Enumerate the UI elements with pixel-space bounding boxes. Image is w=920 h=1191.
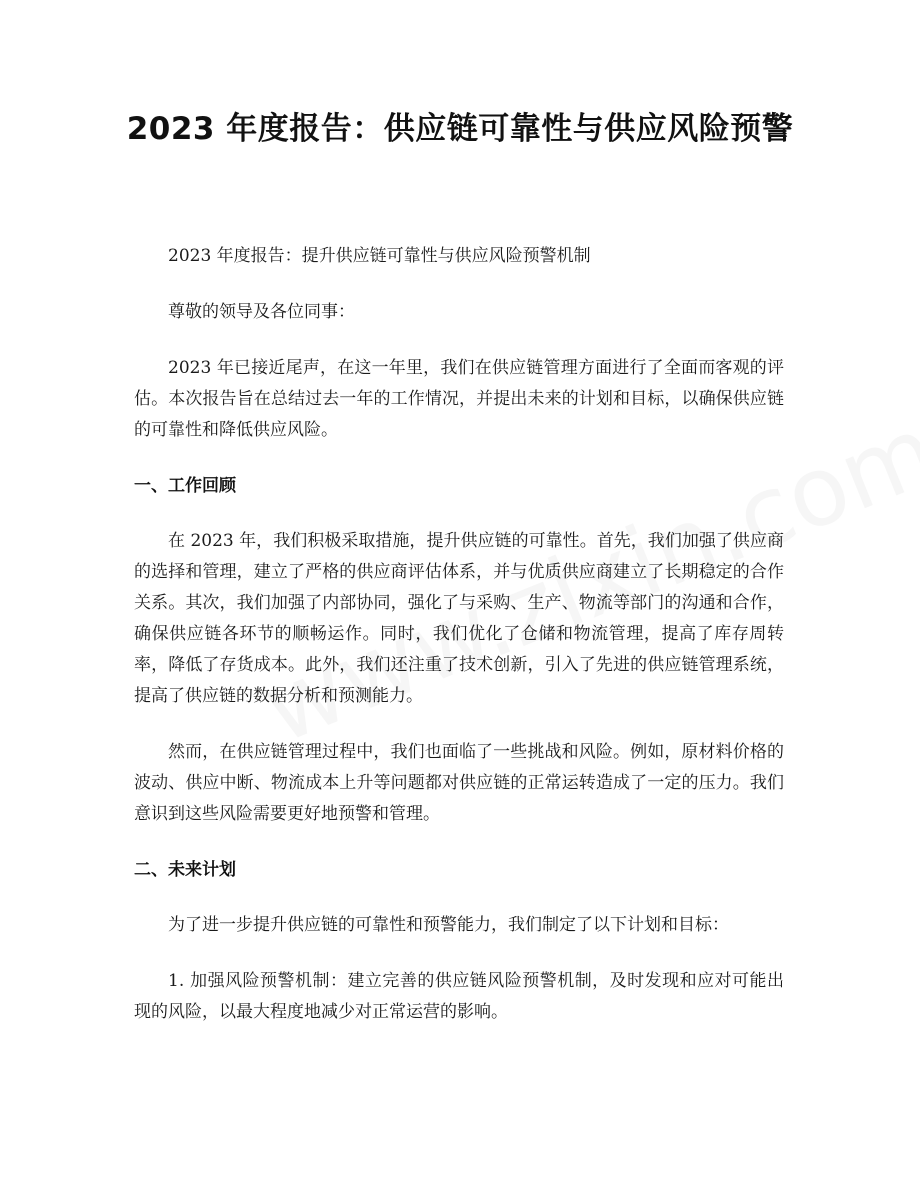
report-subtitle: 2023 年度报告：提升供应链可靠性与供应风险预警机制 xyxy=(168,246,591,266)
plan-paragraph-1: 为了进一步提升供应链的可靠性和预警能力，我们制定了以下计划和目标： xyxy=(168,915,729,935)
document-title: 2023 年度报告：供应链可靠性与供应风险预警 xyxy=(126,111,794,147)
section-heading-plan: 二、未来计划 xyxy=(134,860,236,880)
document-body xyxy=(134,241,784,1053)
review-paragraph-1: 在 2023 年，我们积极采取措施，提升供应链的可靠性。首先，我们加强了供应商的选择和管理，建立了严格的供应商评估体系，并与优质供应商建立了长期稳定的合作关系。其次，我们加强了内部协同，强化了与采购、生产、物流等部门的沟通和合作，确保供应链各环节的顺畅运作。同时，我们优化了仓储和物流管理，提高了库存周转率，降低了存货成本。此外，我们还注重了技术创新，引入了先进的供应链管理系统，提高了供应链的数据分析和预测能力。 xyxy=(134,531,784,706)
review-paragraph-2: 然而，在供应链管理过程中，我们也面临了一些挑战和风险。例如，原材料价格的波动、供应中断、物流成本上升等问题都对供应链的正常运转造成了一定的压力。我们意识到这些风险需要更好地预警和管理。 xyxy=(134,742,784,824)
section-heading-review: 一、工作回顾 xyxy=(134,476,236,496)
intro-paragraph: 2023 年已接近尾声，在这一年里，我们在供应链管理方面进行了全面而客观的评估。本次报告旨在总结过去一年的工作情况，并提出未来的计划和目标，以确保供应链的可靠性和降低供应风险。 xyxy=(134,358,784,440)
greeting: 尊敬的领导及各位同事： xyxy=(168,302,355,322)
plan-paragraph-2: 1. 加强风险预警机制：建立完善的供应链风险预警机制，及时发现和应对可能出现的风险，以最大程度地减少对正常运营的影响。 xyxy=(134,971,784,1022)
